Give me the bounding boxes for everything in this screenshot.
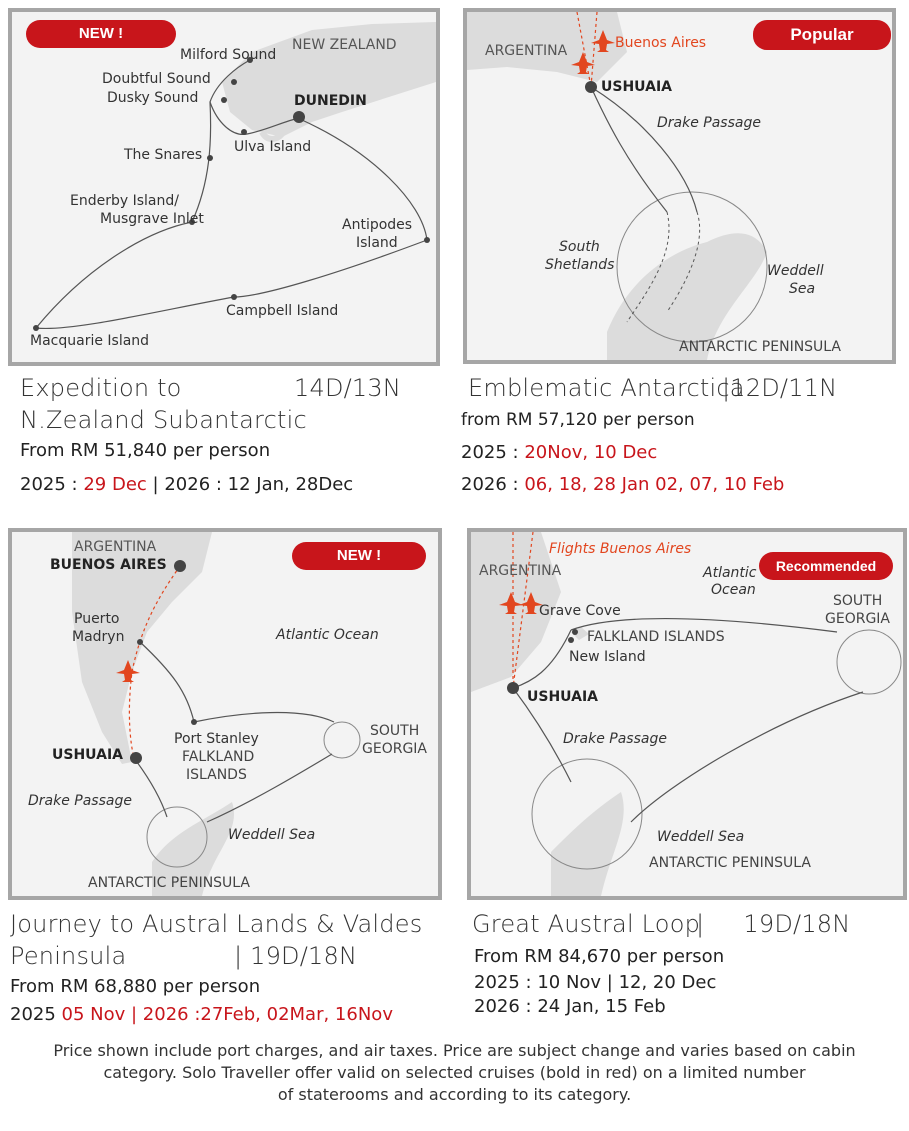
map-great-austral-loop: [467, 528, 907, 900]
card1-price: From RM 51,840 per person: [20, 440, 271, 461]
label-port-stanley: Port Stanley: [174, 731, 259, 747]
label-ushuaia: USHUAIA: [601, 79, 672, 95]
card2-dates-2025: [461, 442, 657, 463]
route-map-antarctica: [467, 12, 892, 360]
route-map-nz: [12, 12, 436, 362]
card4-dates-2026: 2026 : 24 Jan, 15 Feb: [474, 996, 666, 1017]
label-drake-passage: Drake Passage: [657, 115, 761, 131]
card3-dates: [10, 1004, 393, 1025]
badge-popular: Popular: [753, 20, 891, 50]
map-nz-subantarctic: [8, 8, 440, 366]
label-weddell-1: Weddell: [767, 263, 824, 279]
label-argentina: ARGENTINA: [74, 539, 157, 555]
card2-dates-2026-red: 06, 18, 28 Jan 02, 07, 10 Feb: [524, 474, 785, 495]
badge-new: NEW !: [26, 20, 176, 48]
card3-title-line1: Journey to Austral Lands & Valdes: [10, 910, 423, 938]
label-new-island: New Island: [569, 649, 646, 665]
card2-dates-2025-red: 20Nov, 10 Dec: [524, 442, 658, 463]
card1-dates-rest: | 2026 : 12 Jan, 28Dec: [152, 474, 354, 495]
label-falkland-islands: FALKLAND ISLANDS: [587, 629, 725, 645]
label-antarctic-peninsula: ANTARCTIC PENINSULA: [679, 339, 841, 355]
card1-title-line2: N.Zealand Subantarctic: [20, 406, 307, 434]
label-falkland-1: FALKLAND: [182, 749, 255, 765]
footer-line-2: category. Solo Traveller offer valid on selected cruises (bold in red) on a limited number: [103, 1063, 806, 1082]
card4-dates-2025: 2025 : 10 Nov | 12, 20 Dec: [474, 972, 717, 993]
label-atlantic-2: Ocean: [711, 582, 756, 598]
card2-dates-2026-label: 2026 :: [461, 474, 519, 495]
card3-price: From RM 68,880 per person: [10, 976, 261, 997]
card1-dates: [20, 474, 353, 495]
label-dunedin: DUNEDIN: [294, 93, 367, 109]
card3-duration: | 19D/18N: [234, 942, 358, 970]
card2-dates-2025-label: 2025 :: [461, 442, 519, 463]
label-milford-sound: Milford Sound: [180, 47, 277, 63]
badge-recommended: Recommended: [759, 552, 893, 580]
card1-title-line1: Expedition to: [20, 374, 182, 402]
label-antipodes-2: Island: [356, 235, 398, 251]
label-doubtful-sound: Doubtful Sound: [102, 71, 211, 87]
card1-dates-year: 2025 :: [20, 474, 78, 495]
label-buenos-aires: BUENOS AIRES: [50, 557, 167, 573]
label-atlantic-1: Atlantic: [703, 565, 757, 581]
label-weddell-sea: Weddell Sea: [657, 829, 745, 845]
label-the-snares: The Snares: [124, 147, 203, 163]
footer-line-1: Price shown include port charges, and air taxes. Price are subject change and varies based on cabin: [53, 1041, 856, 1060]
label-drake-passage: Drake Passage: [563, 731, 667, 747]
card3-title-line2: Peninsula: [10, 942, 127, 970]
label-ulva-island: Ulva Island: [234, 139, 312, 155]
label-buenos-aires: Buenos Aires: [615, 35, 707, 51]
label-dusky-sound: Dusky Sound: [107, 90, 199, 106]
map-emblematic-antarctica: [463, 8, 896, 364]
label-ushuaia: USHUAIA: [527, 689, 598, 705]
label-puerto-madryn-2: Madryn: [72, 629, 125, 645]
label-weddell-2: Sea: [789, 281, 816, 297]
label-drake-passage: Drake Passage: [28, 793, 132, 809]
card2-price: from RM 57,120 per person: [461, 410, 695, 430]
label-ushuaia: USHUAIA: [52, 747, 123, 763]
label-antipodes-1: Antipodes: [342, 217, 413, 233]
label-falkland-2: ISLANDS: [186, 767, 247, 783]
footer-disclaimer: [0, 1040, 909, 1106]
label-flights-buenos-aires: Flights Buenos Aires: [549, 541, 692, 557]
footer-line-3: of staterooms and according to its category.: [277, 1085, 632, 1104]
label-new-zealand: NEW ZEALAND: [292, 37, 397, 53]
card2-dates-2026: [461, 474, 784, 495]
label-south-shetlands-2: Shetlands: [545, 257, 615, 273]
label-enderby-2: Musgrave Inlet: [100, 211, 204, 227]
label-weddell-sea: Weddell Sea: [228, 827, 316, 843]
card3-dates-red: 05 Nov | 2026 :27Feb, 02Mar, 16Nov: [61, 1004, 393, 1025]
label-puerto-madryn-1: Puerto: [74, 611, 120, 627]
route-map-austral-lands: [12, 532, 438, 896]
label-south-georgia-2: GEORGIA: [825, 611, 890, 627]
card4-title: Great Austral Loop: [472, 910, 701, 938]
map-austral-lands: [8, 528, 442, 900]
label-south-shetlands-1: South: [559, 239, 600, 255]
card2-duration: |12D/11N: [722, 374, 838, 402]
card4-duration: | 19D/18N: [696, 910, 851, 938]
label-argentina: ARGENTINA: [479, 563, 562, 579]
card3-dates-year: 2025: [10, 1004, 56, 1025]
badge-new: NEW !: [292, 542, 426, 570]
label-antarctic-peninsula: ANTARCTIC PENINSULA: [88, 875, 250, 891]
card2-title: Emblematic Antarctica: [468, 374, 745, 402]
label-grave-cove: Grave Cove: [539, 603, 621, 619]
label-south-georgia-1: SOUTH: [370, 723, 420, 739]
card1-duration: 14D/13N: [294, 374, 401, 402]
label-campbell-island: Campbell Island: [226, 303, 339, 319]
label-south-georgia-1: SOUTH: [833, 593, 883, 609]
label-macquarie-island: Macquarie Island: [30, 333, 150, 349]
label-enderby-1: Enderby Island/: [70, 193, 179, 209]
card1-dates-red: 29 Dec: [83, 474, 147, 495]
label-antarctic-peninsula: ANTARCTIC PENINSULA: [649, 855, 811, 871]
card4-price: From RM 84,670 per person: [474, 946, 725, 967]
label-atlantic-ocean: Atlantic Ocean: [276, 627, 379, 643]
label-south-georgia-2: GEORGIA: [362, 741, 427, 757]
label-argentina: ARGENTINA: [485, 43, 568, 59]
